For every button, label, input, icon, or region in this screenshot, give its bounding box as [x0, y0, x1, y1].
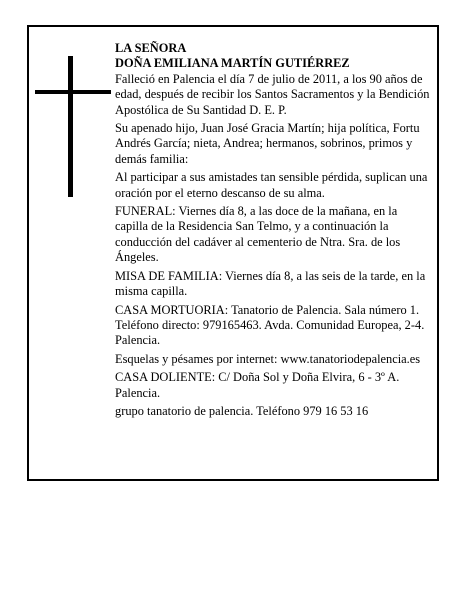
family-mass-details: MISA DE FAMILIA: Viernes día 8, a las seis de la tarde, en la misma capilla.: [115, 268, 426, 299]
cross-icon: [35, 56, 111, 197]
notice-body: [115, 41, 433, 419]
funeral-home-details: CASA MORTUORIA: Tanatorio de Palencia. Sala número 1. Teléfono directo: 979165463. Avda. Comunidad Europea, 2-4. Palencia.: [115, 302, 425, 348]
deceased-name: DOÑA EMILIANA MARTÍN GUTIÉRREZ: [115, 56, 350, 71]
cross-horizontal-bar: [35, 90, 111, 94]
mourning-house-address: CASA DOLIENTE: C/ Doña Sol y Doña Elvira, 6 - 3º A. Palencia.: [115, 370, 400, 400]
cross-vertical-bar: [68, 56, 73, 197]
funeral-group-contact: grupo tanatorio de palencia. Teléfono 979 16 53 16: [115, 403, 369, 418]
online-condolences: Esquelas y pésames por internet: www.tanatoriodepalencia.es: [115, 351, 421, 366]
obituary-notice: [27, 25, 439, 481]
death-announcement: Falleció en Palencia el día 7 de julio de 2011, a los 90 años de edad, después de recibir los Santos Sacramentos y la Bendición Apostólica de Su Santidad D. E. P.: [115, 71, 430, 117]
funeral-details: FUNERAL: Viernes día 8, a las doce de la mañana, en la capilla de la Residencia San Telmo, y a continuación la conducción del cadáver al cementerio de Ntra. Sra. de los Ángeles.: [115, 204, 401, 265]
prayer-request: Al participar a sus amistades tan sensible pérdida, suplican una oración por el eterno descanso de su alma.: [115, 170, 428, 200]
family-list: Su apenado hijo, Juan José Gracia Martín; hija política, Fortu Andrés García; nieta, Andrea; hermanos, sobrinos, primos y demás familia:: [115, 121, 420, 166]
notice-title: LA SEÑORA: [115, 41, 187, 55]
